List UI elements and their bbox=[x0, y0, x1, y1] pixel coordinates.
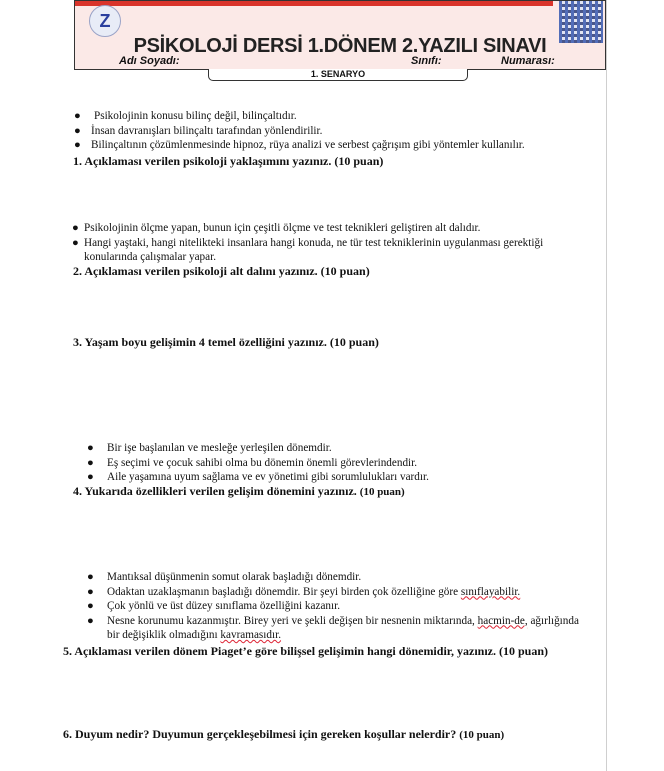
list-item: ● Aile yaşamına uyum sağlama ve ev yönetimi gibi sorumlulukları vardır. bbox=[87, 471, 429, 483]
question-block-4 bbox=[0, 441, 664, 485]
header-accent-bar bbox=[75, 1, 553, 6]
question-4: 4. Yukarıda özellikleri verilen gelişim dönemini yazınız. (10 puan) bbox=[73, 484, 405, 498]
number-label: Numarası: bbox=[501, 55, 555, 67]
list-item: ● Eş seçimi ve çocuk sahibi olma bu dönemin önemli görevlerindendir. bbox=[87, 456, 418, 469]
question-block-5 bbox=[0, 570, 664, 643]
question-6: 6. Duyum nedir? Duyumun gerçekleşebilmesi için gereken koşullar nelerdir? (10 puan) bbox=[63, 727, 505, 741]
list-item: ● Mantıksal düşünmenin somut olarak başladığı dönemdir. bbox=[87, 571, 362, 583]
exam-header bbox=[74, 0, 606, 70]
list-item: ● Psikolojinin ölçme yapan, bunun için çeşitli ölçme ve test teknikleri geliştiren alt dalıdır. bbox=[72, 222, 481, 234]
question-3: 3. Yaşam boyu gelişimin 4 temel özelliğini yazınız. (10 puan) bbox=[73, 335, 379, 349]
question-1: 1. Açıklaması verilen psikoloji yaklaşımını yazınız. (10 puan) bbox=[73, 154, 384, 168]
class-label: Sınıfı: bbox=[411, 55, 442, 67]
list-item: ● Çok yönlü ve üst düzey sınıflama özelliğini kazanır. bbox=[87, 600, 341, 612]
exam-title: PSİKOLOJİ DERSİ 1.DÖNEM 2.YAZILI SINAVI bbox=[133, 35, 547, 57]
question-5: 5. Açıklaması verilen dönem Piaget’e göre bilişsel gelişimin hangi dönemidir, yazınız. (10 puan) bbox=[63, 644, 549, 658]
list-item-continuation: bir değişiklik olmadığını kavramasıdır. bbox=[107, 629, 282, 641]
list-item: ● Bilinçaltının çözümlenmesinde hipnoz, rüya analizi ve serbest çağrışım gibi yöntemler kullanılır. bbox=[74, 139, 525, 151]
name-label: Adı Soyadı: bbox=[119, 55, 180, 67]
list-item: ● İnsan davranışları bilinçaltı tarafından yönlendirilir. bbox=[74, 124, 323, 137]
question-block-1 bbox=[0, 109, 664, 153]
school-logo bbox=[89, 5, 121, 37]
question-block-2 bbox=[0, 221, 664, 265]
scenario-tab: 1. SENARYO bbox=[208, 69, 468, 81]
list-item: ● Hangi yaştaki, hangi nitelikteki insanlara hangi konuda, ne tür test tekniklerinin uygulanması gerektiği bbox=[72, 236, 544, 249]
list-item: ● Nesne korunumu kazanmıştır. Birey yeri ve şekli değişen bir nesnenin miktarında, hacmin-de, ağırlığında bbox=[87, 614, 579, 627]
list-item: ● Odaktan uzaklaşmanın başladığı dönemdir. Bir şeyi birden çok özelliğine göre sınıflayabilir. bbox=[87, 585, 521, 598]
list-item: ● Psikolojinin konusu bilinç değil, bilinçaltıdır. bbox=[74, 110, 297, 122]
logo-letter: Z bbox=[99, 10, 111, 31]
list-item-continuation: konularında çalışmalar yapar. bbox=[84, 251, 217, 263]
question-2: 2. Açıklaması verilen psikoloji alt dalını yazınız. (10 puan) bbox=[73, 264, 370, 278]
list-item: ● Bir işe başlanılan ve mesleğe yerleşilen dönemdir. bbox=[87, 442, 332, 454]
